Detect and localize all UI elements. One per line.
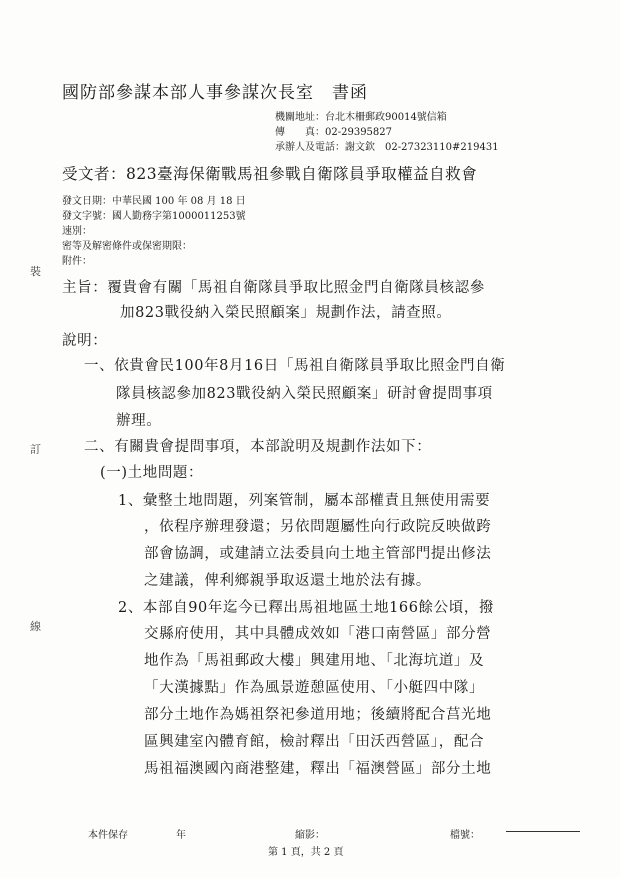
item2-heading: 二、有關貴會提問事項，本部說明及規劃作法如下：	[84, 439, 432, 455]
speed-class: 速別：	[62, 226, 92, 237]
point2-line-6: 區興建室內體育館，檢討釋出「田沃西營區」，配合	[144, 734, 485, 750]
archive-number-label: 檔號：	[450, 830, 480, 841]
point2-line-3: 地作為「馬祖郵政大樓」興建用地、「北海坑道」及	[144, 653, 485, 669]
point2-line-4: 「大漢據點」作為風景遊憩區使用、「小艇四中隊」	[144, 680, 485, 696]
retention-label: 本件保存	[88, 830, 128, 841]
fax-number: 傳 真：02-29395827	[275, 127, 393, 138]
page-number: 第 1 頁，共 2 頁	[268, 847, 344, 858]
sub1-heading: (一)土地問題：	[100, 465, 204, 481]
item1-line-1: 一、依貴會民100年8月16日「馬祖自衛隊員爭取比照金門自衛	[84, 358, 506, 374]
point1-line-1: 1、彙整土地問題，列案管制，屬本部權責且無使用需要	[118, 493, 491, 509]
point2-line-2: 交縣府使用，其中具體成效如「港口南營區」部分營	[144, 626, 492, 642]
explanation-label: 說明：	[62, 333, 108, 349]
point1-line-4: 之建議，俾利鄉親爭取返還土地於法有據。	[144, 573, 431, 589]
microfilm-label: 縮影：	[295, 830, 325, 841]
secrecy-level: 密等及解密條件或保密期限：	[62, 241, 192, 252]
subject-line-1: 主旨：覆貴會有關「馬祖自衛隊員爭取比照金門自衛隊員核認參	[62, 280, 485, 296]
binding-mark-xian: 線	[30, 620, 41, 633]
attachment: 附件：	[62, 256, 92, 267]
retention-year-label: 年	[176, 830, 186, 841]
archive-number-line	[506, 831, 580, 832]
point2-line-7: 馬祖福澳國內商港整建，釋出「福澳營區」部分土地	[144, 761, 492, 777]
contact-person: 承辦人及電話：謝文欽 02-27323110#219431	[275, 142, 499, 153]
subject-line-2: 加823戰役納入榮民照顧案」規劃作法，請查照。	[120, 305, 452, 321]
binding-mark-ding: 訂	[30, 443, 41, 456]
item1-line-3: 辦理。	[116, 413, 162, 429]
issue-date: 發文日期：中華民國 100 年 08 月 18 日	[62, 196, 246, 207]
point1-line-2: ，依程序辦理發還；另依問題屬性向行政院反映做跨	[144, 519, 492, 535]
item1-line-2: 隊員核認參加823戰役納入榮民照顧案」研討會提問事項	[116, 386, 493, 402]
binding-mark-zhuang: 裝	[30, 265, 41, 278]
document-number: 發文字號：國人勤務字第1000011253號	[62, 211, 246, 222]
point2-line-5: 部分土地作為媽祖祭祀參道用地；後續將配合莒光地	[144, 707, 492, 723]
agency-address: 機關地址：台北木柵郵政90014號信箱	[275, 112, 447, 123]
point2-line-1: 2、本部自90年迄今已釋出馬祖地區土地166餘公頃，撥	[118, 600, 495, 616]
recipient: 受文者：823臺海保衛戰馬祖參戰自衛隊員爭取權益自救會	[62, 165, 478, 183]
document-title: 國防部參謀本部人事參謀次長室 書函	[62, 83, 368, 103]
point1-line-3: 部會協調，或建請立法委員向土地主管部門提出修法	[144, 546, 492, 562]
